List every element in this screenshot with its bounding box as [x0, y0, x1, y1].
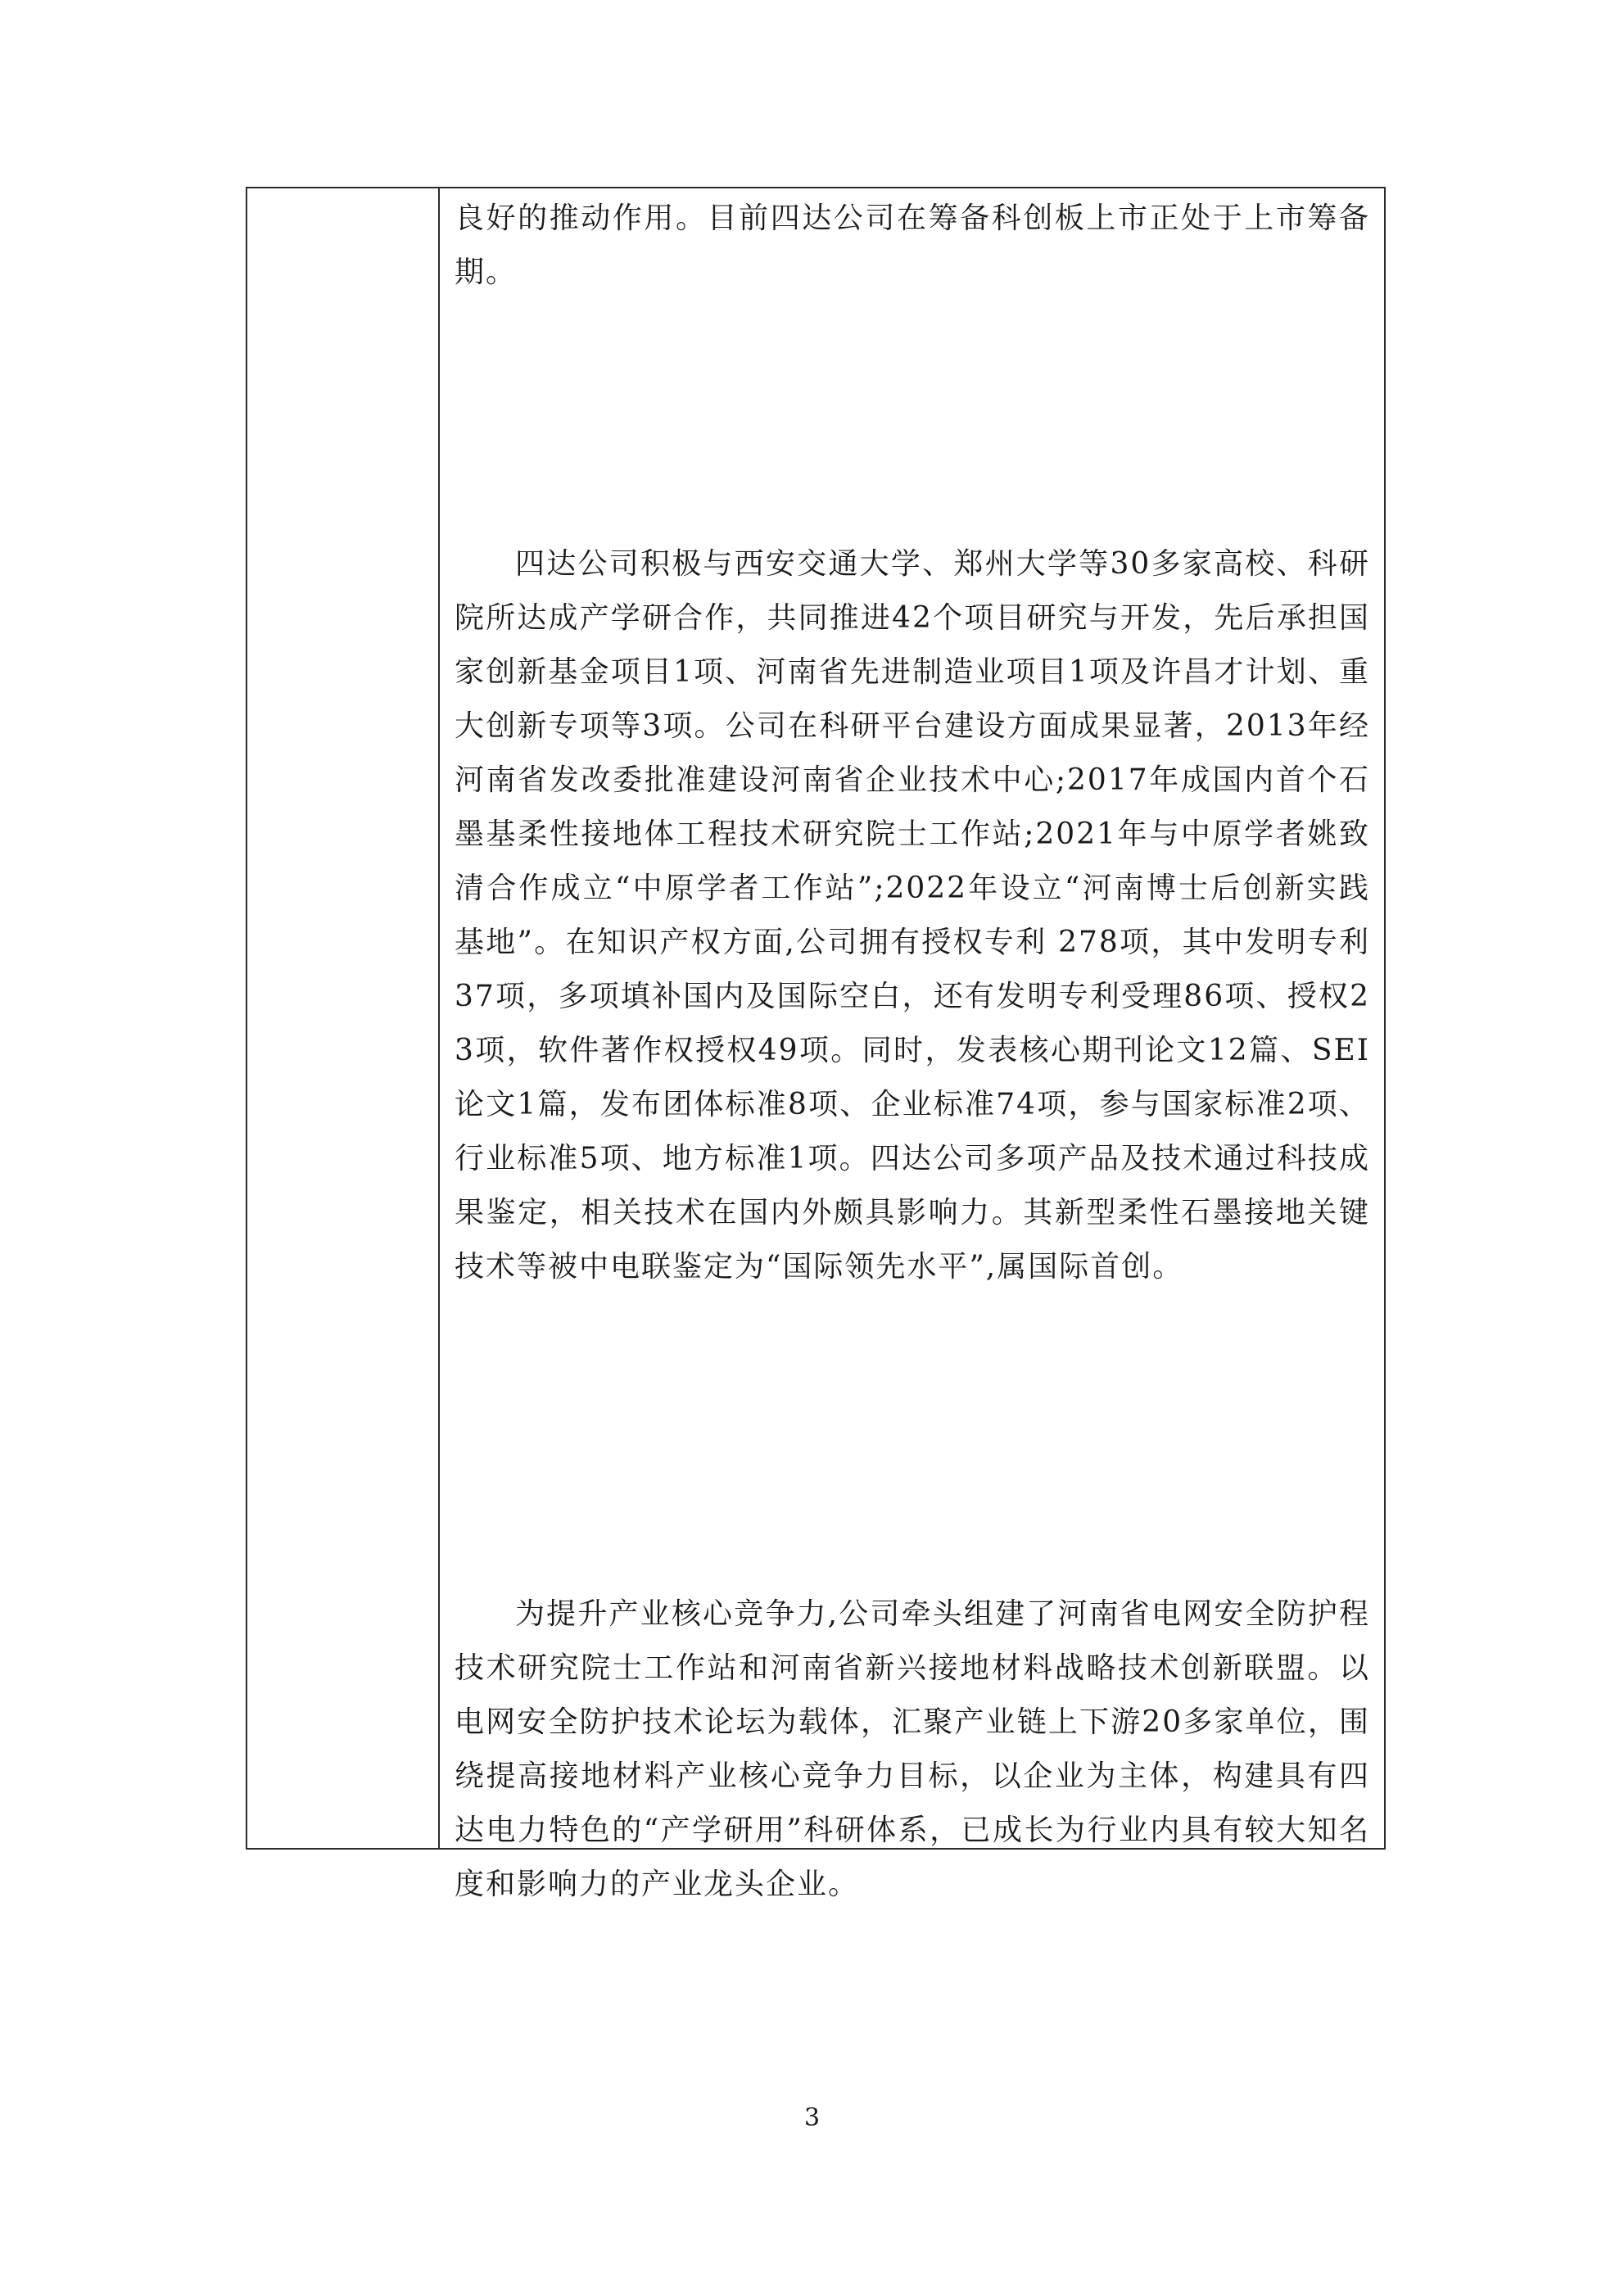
paragraph-research-cooperation: 四达公司积极与西安交通大学、郑州大学等30多家高校、科研院所达成产学研合作，共同推进42个项目研究与开发，先后承担国家创新基金项目1项、河南省先进制造业项目1项及许昌才计划、重大创新专项等3项。公司在科研平台建设方面成果显著，2013年经河南省发改委批准建设河南省企业技术中心;2017年成国内首个石墨基柔性接地体工程技术研究院士工作站;2021年与中原学者姚致清合作成立“中原学者工作站”;2022年设立“河南博士后创新实践基地”。在知识产权方面,公司拥有授权专利 278项，其中发明专利37项，多项填补国内及国际空白，还有发明专利受理86项、授权23项，软件著作权授权49项。同时，发表核心期刊论文12篇、SEI论文1篇，发布团体标准8项、企业标准74项，参与国家标准2项、行业标准5项、地方标准1项。四达公司多项产品及技术通过科技成果鉴定，相关技术在国内外颇具影响力。其新型柔性石墨接地关键技术等被中电联鉴定为“国际领先水平”,属国际首创。: [455, 547, 1370, 1284]
paragraph-industry-alliance: 为提升产业核心竞争力,公司牵头组建了河南省电网安全防护程技术研究院士工作站和河南省新兴接地材料战略技术创新联盟。以电网安全防护技术论坛为载体，汇聚产业链上下游20多家单位，围绕提高接地材料产业核心竞争力目标，以企业为主体，构建具有四达电力特色的“产学研用”科研体系，已成长为行业内具有较大知名度和影响力的产业龙头企业。: [455, 1597, 1370, 1901]
paragraph-continuation: 良好的推动作用。目前四达公司在筹备科创板上市正处于上市筹备期。: [455, 202, 1370, 289]
table-label-cell: [247, 188, 438, 1848]
table-column-divider: [438, 188, 440, 1848]
table-content-cell: [455, 188, 1370, 1901]
content-table: [246, 187, 1386, 1901]
page-number: 3: [803, 2104, 821, 2132]
